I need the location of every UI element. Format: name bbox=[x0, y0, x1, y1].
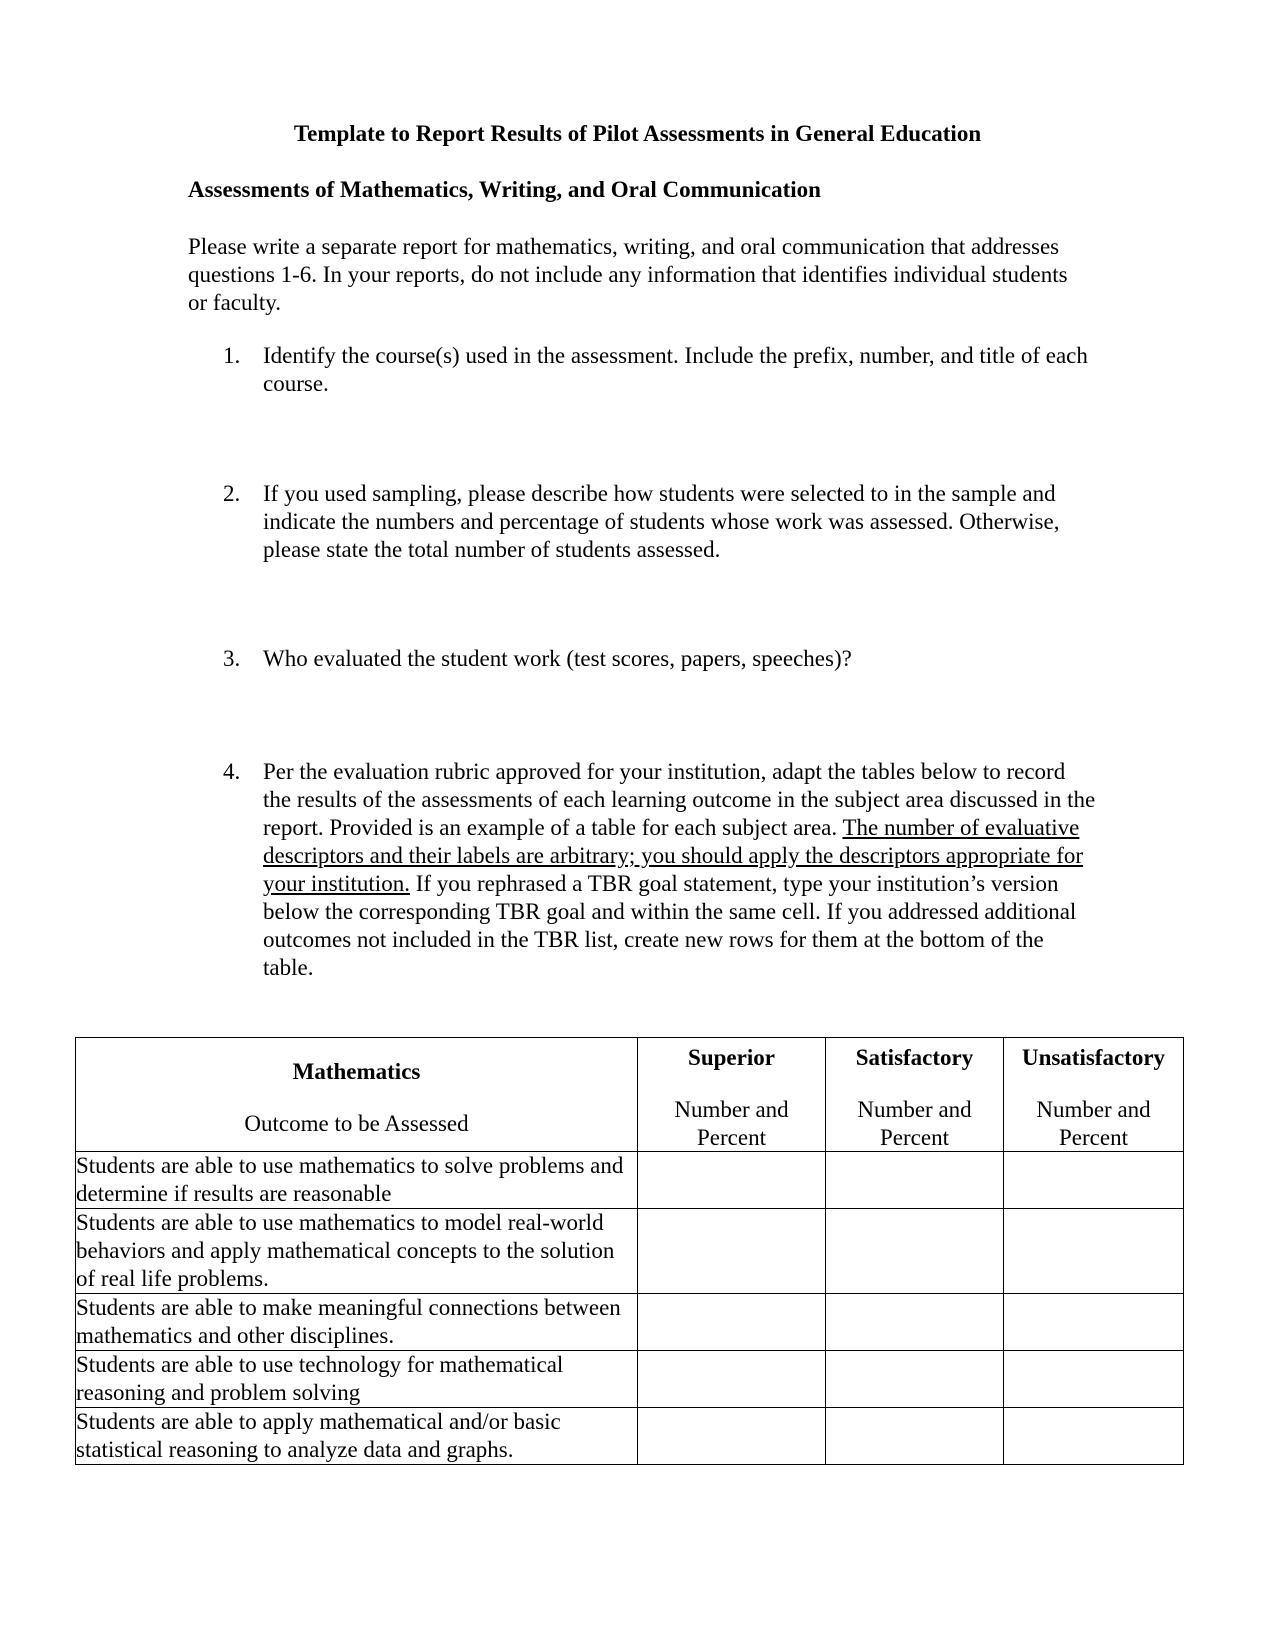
question-text: Identify the course(s) used in the assessment. Include the prefix, number, and title of each course. bbox=[263, 343, 1088, 396]
rating-label: Satisfactory bbox=[855, 1045, 974, 1070]
intro-paragraph: Please write a separate report for mathematics, writing, and oral communication that addresses questions 1-6. In your reports, do not include any information that identifies individual students or faculty. bbox=[188, 234, 1068, 315]
satisfactory-cell[interactable] bbox=[826, 1408, 1004, 1465]
question-number: 1. bbox=[223, 343, 241, 368]
unsatisfactory-cell[interactable] bbox=[1004, 1152, 1184, 1209]
outcome-cell: Students are able to apply mathematical and/or basic statistical reasoning to analyze data and graphs. bbox=[76, 1408, 638, 1465]
table-row bbox=[76, 1351, 1184, 1408]
subject-label: Mathematics bbox=[292, 1059, 421, 1084]
question-number: 4. bbox=[223, 759, 241, 784]
question-text-part: Per the evaluation rubric approved for your institution, adapt the tables below to record the results of the assessments of each learning outcome in the subject area discussed in the report. Provided is an example of a table for each subject area. bbox=[263, 759, 1096, 840]
question-number: 3. bbox=[223, 646, 241, 671]
superior-header-cell bbox=[638, 1038, 826, 1152]
satisfactory-cell[interactable] bbox=[826, 1152, 1004, 1209]
underlined-instruction: The number of evaluative descriptors and their labels are arbitrary; you should apply the descriptors appropriate for your institution. bbox=[263, 815, 1084, 896]
rating-sublabel: Number and Percent bbox=[674, 1097, 789, 1150]
rating-sublabel: Number and Percent bbox=[1036, 1097, 1151, 1150]
table-row bbox=[76, 1408, 1184, 1465]
superior-cell[interactable] bbox=[638, 1351, 826, 1408]
superior-cell[interactable] bbox=[638, 1209, 826, 1294]
question-3 bbox=[188, 645, 1098, 673]
outcome-column-label: Outcome to be Assessed bbox=[244, 1111, 469, 1136]
outcome-cell: Students are able to use technology for mathematical reasoning and problem solving bbox=[76, 1351, 638, 1408]
satisfactory-cell[interactable] bbox=[826, 1294, 1004, 1351]
superior-cell[interactable] bbox=[638, 1152, 826, 1209]
question-text: If you used sampling, please describe how students were selected to in the sample and indicate the numbers and percentage of students whose work was assessed. Otherwise, please state the total number of students assessed. bbox=[263, 481, 1060, 562]
question-2 bbox=[188, 480, 1098, 564]
rating-label: Unsatisfactory bbox=[1021, 1045, 1166, 1070]
table-row bbox=[76, 1294, 1184, 1351]
section-heading: Assessments of Mathematics, Writing, and Oral Communication bbox=[188, 177, 821, 202]
question-number: 2. bbox=[223, 481, 241, 506]
table-row bbox=[76, 1209, 1184, 1294]
outcome-cell: Students are able to make meaningful connections between mathematics and other disciplines. bbox=[76, 1294, 638, 1351]
rating-label: Superior bbox=[688, 1045, 775, 1070]
question-text bbox=[263, 758, 1098, 982]
outcome-header-cell bbox=[76, 1038, 638, 1152]
table-header-row bbox=[76, 1038, 1184, 1152]
unsatisfactory-cell[interactable] bbox=[1004, 1294, 1184, 1351]
rating-sublabel: Number and Percent bbox=[857, 1097, 972, 1150]
unsatisfactory-cell[interactable] bbox=[1004, 1209, 1184, 1294]
question-text: Who evaluated the student work (test scores, papers, speeches)? bbox=[263, 646, 852, 671]
unsatisfactory-header-cell bbox=[1004, 1038, 1184, 1152]
outcome-cell: Students are able to use mathematics to solve problems and determine if results are reasonable bbox=[76, 1152, 638, 1209]
satisfactory-cell[interactable] bbox=[826, 1351, 1004, 1408]
unsatisfactory-cell[interactable] bbox=[1004, 1408, 1184, 1465]
question-1 bbox=[188, 342, 1098, 398]
mathematics-rubric-table bbox=[75, 1037, 1184, 1465]
superior-cell[interactable] bbox=[638, 1408, 826, 1465]
unsatisfactory-cell[interactable] bbox=[1004, 1351, 1184, 1408]
satisfactory-cell[interactable] bbox=[826, 1209, 1004, 1294]
satisfactory-header-cell bbox=[826, 1038, 1004, 1152]
document-title: Template to Report Results of Pilot Assessments in General Education bbox=[293, 121, 982, 146]
superior-cell[interactable] bbox=[638, 1294, 826, 1351]
table-row bbox=[76, 1152, 1184, 1209]
question-4 bbox=[188, 758, 1098, 982]
outcome-cell: Students are able to use mathematics to model real-world behaviors and apply mathematical concepts to the solution of real life problems. bbox=[76, 1209, 638, 1294]
question-text-part: If you rephrased a TBR goal statement, type your institution’s version below the corresponding TBR goal and within the same cell. If you addressed additional outcomes not included in the TBR list, create new rows for them at the bottom of the table. bbox=[263, 871, 1077, 980]
